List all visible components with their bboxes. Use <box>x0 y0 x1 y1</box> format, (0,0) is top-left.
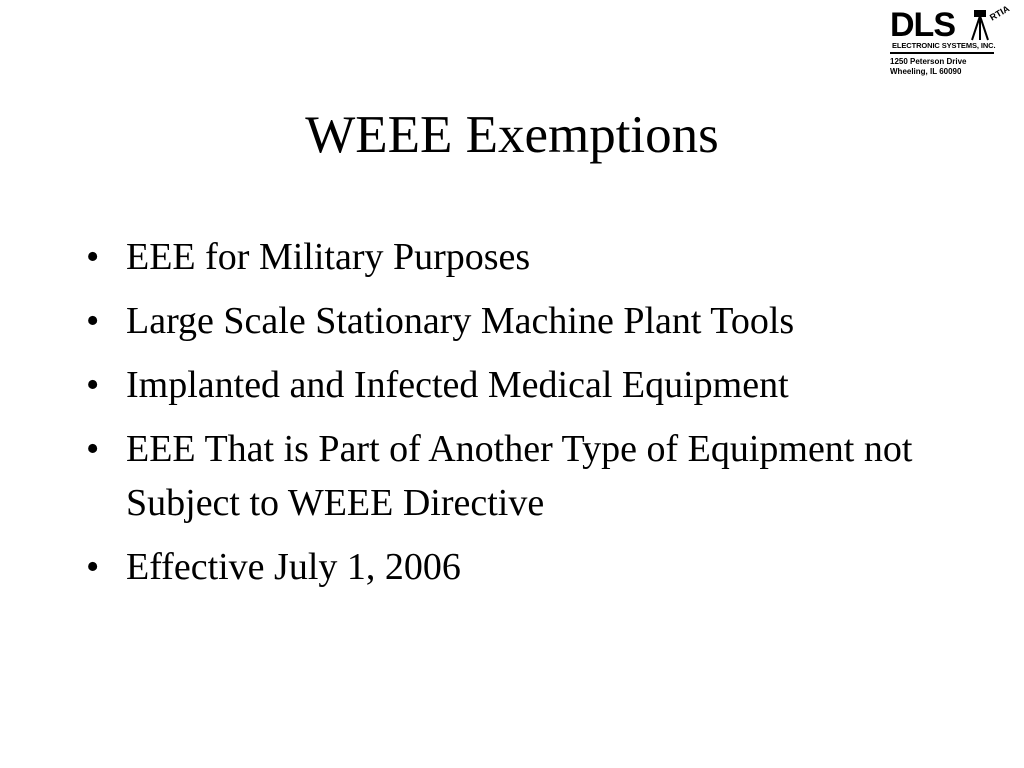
bullet-list <box>86 230 966 604</box>
bullet-item <box>86 540 966 594</box>
logo-wordmark: DLS <box>890 6 955 44</box>
bullet-text: Implanted and Infected Medical Equipment <box>126 364 789 406</box>
slide-title: WEEE Exemptions <box>305 106 719 164</box>
bullet-marker: • <box>86 428 100 470</box>
logo-company-name: ELECTRONIC SYSTEMS, INC. <box>892 41 996 50</box>
bullet-text: Large Scale Stationary Machine Plant Tools <box>126 300 795 342</box>
bullet-marker: • <box>86 300 100 342</box>
logo-address-line1: 1250 Peterson Drive <box>890 57 967 66</box>
logo-divider <box>890 52 994 54</box>
bullet-item <box>86 230 966 284</box>
logo-address-line2: Wheeling, IL 60090 <box>890 67 962 76</box>
bullet-marker: • <box>86 546 100 588</box>
bullet-marker: • <box>86 364 100 406</box>
company-logo <box>888 3 1014 76</box>
bullet-text: EEE That is Part of Another Type of Equipment not Subject to WEEE Directive <box>126 428 913 524</box>
bullet-item <box>86 294 966 348</box>
logo-address <box>890 57 967 77</box>
bullet-text: Effective July 1, 2006 <box>126 546 461 588</box>
bullet-marker: • <box>86 236 100 278</box>
bullet-item <box>86 422 966 530</box>
bullet-text: EEE for Military Purposes <box>126 236 531 278</box>
logo-badge: RTIA <box>988 3 1012 23</box>
bullet-item <box>86 358 966 412</box>
